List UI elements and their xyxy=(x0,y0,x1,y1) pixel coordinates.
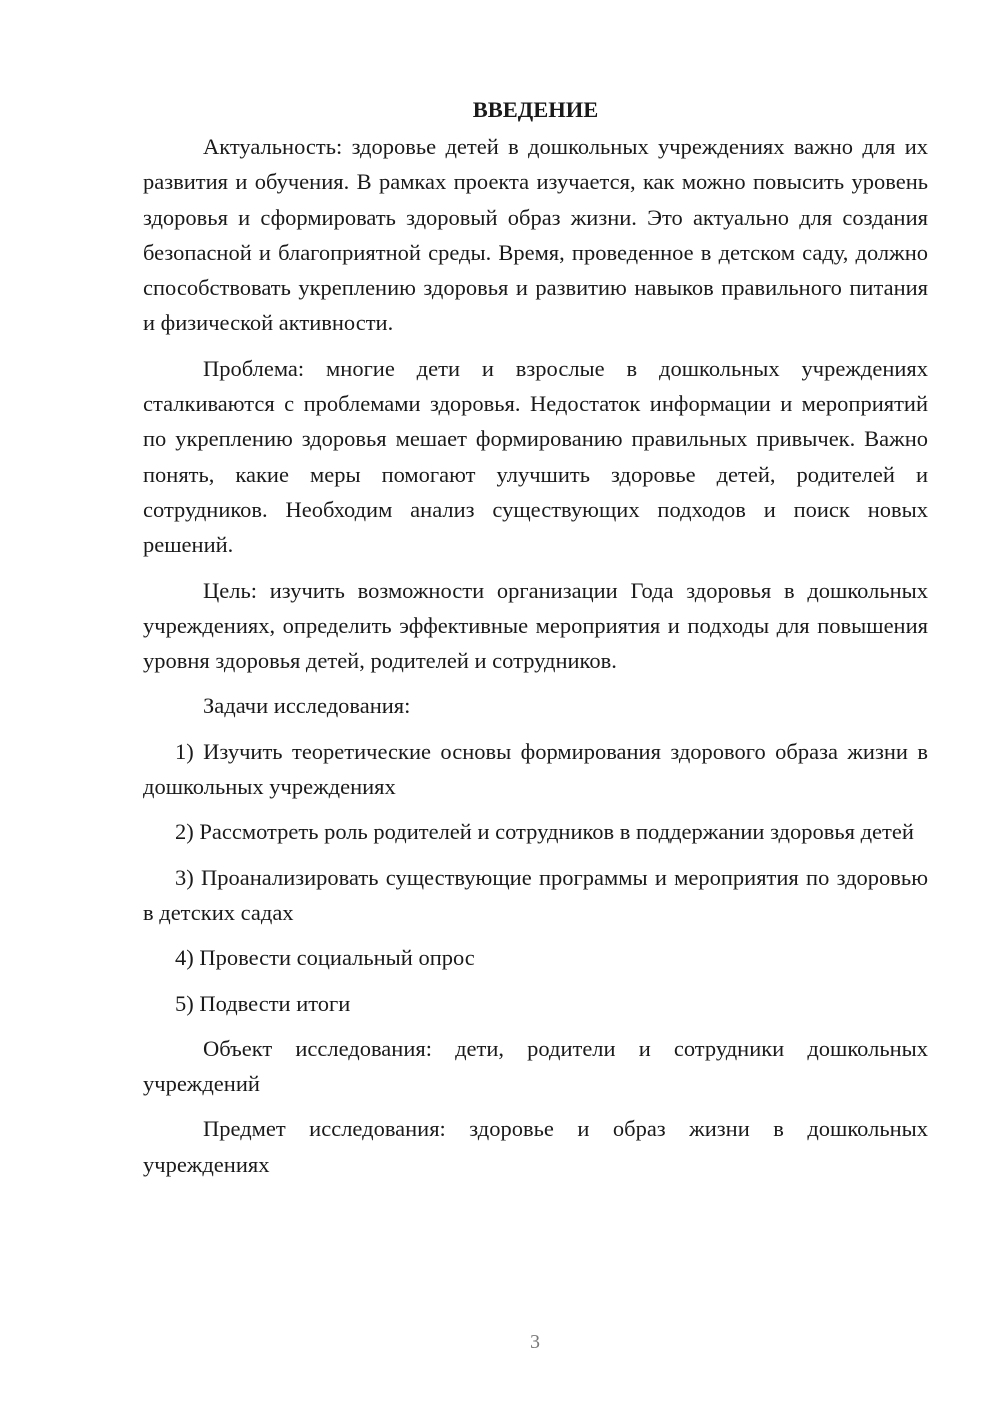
goal-paragraph: Цель: изучить возможности организации Года здоровья в дошкольных учреждениях, определить эффективные мероприятия и подходы для повышения уровня здоровья детей, родителей и сотрудников. xyxy=(143,577,928,674)
tasks-heading: Задачи исследования: xyxy=(203,693,411,719)
page-number: 3 xyxy=(530,1331,540,1353)
subject-paragraph: Предмет исследования: здоровье и образ жизни в дошкольных учреждениях xyxy=(143,1116,928,1177)
page-title: ВВЕДЕНИЕ xyxy=(472,97,599,122)
task-item-2: 2) Рассмотреть роль родителей и сотрудников в поддержании здоровья детей xyxy=(175,819,914,845)
task-item-3: 3) Проанализировать существующие программы и мероприятия по здоровью в детских садах xyxy=(143,864,928,925)
page-content xyxy=(143,92,928,1192)
problem-paragraph: Проблема: многие дети и взрослые в дошкольных учреждениях сталкиваются с проблемами здоровья. Недостаток информации и мероприятий по укреплению здоровья мешает формированию правильных привычек. Важно понять, какие меры помогают улучшить здоровье детей, родителей и сотрудников. Необходим анализ существующих подходов и поиск новых решений. xyxy=(143,355,928,558)
task-item-5: 5) Подвести итоги xyxy=(175,990,351,1016)
task-item-4: 4) Провести социальный опрос xyxy=(175,945,475,971)
task-item-1: 1) Изучить теоретические основы формирования здорового образа жизни в дошкольных учреждениях xyxy=(143,738,928,800)
relevance-paragraph: Актуальность: здоровье детей в дошкольных учреждениях важно для их развития и обучения. В рамках проекта изучается, как можно повысить уровень здоровья и сформировать здоровый образ жизни. Это актуально для создания безопасной и благоприятной среды. Время, проведенное в детском саду, должно способствовать укреплению здоровья и развитию навыков правильного питания и физической активности. xyxy=(143,134,928,336)
object-paragraph: Объект исследования: дети, родители и сотрудники дошкольных учреждений xyxy=(143,1035,928,1097)
